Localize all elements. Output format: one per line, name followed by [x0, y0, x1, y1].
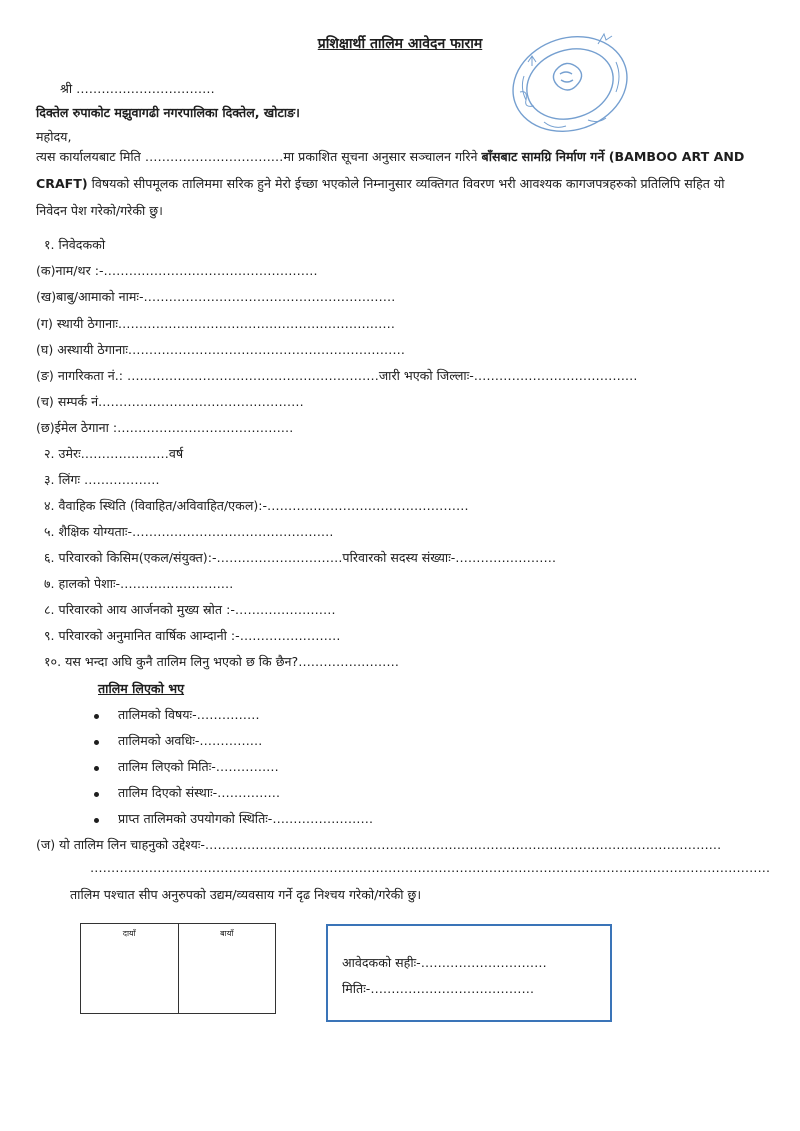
salutation: महोदय, [36, 129, 72, 144]
field-marital-status: ४. वैवाहिक स्थिति (विवाहित/अविवाहित/एकल):-………………………………………… [44, 498, 469, 513]
addressee-line: श्री …………………………… [60, 81, 215, 96]
training-usage-status: प्राप्त तालिमको उपयोगको स्थितिः-…………………… [118, 811, 374, 826]
field-family-type: ६. परिवारको किसिम(एकल/संयुक्त):-…………………………परिवारको सदस्य संख्याः-…………………… [44, 550, 557, 565]
training-institution: तालिम दिएको संस्थाः-…………… [118, 785, 281, 800]
left-thumb-cell [178, 924, 276, 1013]
field-annual-income: ९. परिवारको अनुमानित वार्षिक आम्दानी :-…………………… [44, 628, 341, 643]
commitment-statement: तालिम पश्चात सीप अनुरुपको उद्यम/व्यवसाय गर्ने दृढ निश्चय गरेको/गरेकी छु। [70, 887, 422, 902]
training-duration: तालिमको अवधिः-…………… [118, 733, 263, 748]
field-email: (छ)ईमेल ठेगाना :…………………………………… [36, 420, 294, 435]
field-purpose: (ज) यो तालिम लिन चाहनुको उद्देश्यः-…………………………………………………………………………………………………………… [36, 837, 722, 852]
field-citizenship: (ङ) नागरिकता नं.: ……………………………………………………जारी भएको जिल्लाः-………………………………… [36, 368, 638, 383]
field-contact: (च) सम्पर्क नं.………………………………………… [36, 394, 304, 409]
training-heading: तालिम लिएको भए [98, 681, 185, 696]
applicant-signature: आवेदकको सहीः-………………………… [342, 955, 547, 970]
field-name: (क)नाम/थर :-…………………………………………… [36, 263, 318, 278]
bullet-icon [94, 740, 99, 745]
field-gender: ३. लिंगः ……………… [44, 472, 160, 487]
right-thumb-cell [81, 924, 178, 1013]
signature-date: मितिः-………………………………… [342, 981, 535, 996]
stamp-seal-icon [498, 22, 646, 152]
training-subject: तालिमको विषयः-…………… [118, 707, 260, 722]
bullet-icon [94, 818, 99, 823]
field-previous-training: १०. यस भन्दा अघि कुनै तालिम लिनु भएको छ कि छैन?…………………… [44, 654, 399, 669]
left-thumb-label: बायाँ [220, 929, 234, 938]
thumbprint-box [80, 923, 276, 1014]
field-purpose-continued: ……………………………………………………………………………………………………………………………………………… [90, 860, 771, 875]
field-education: ५. शैक्षिक योग्यताः-………………………………………… [44, 524, 334, 539]
field-parent-name: (ख)बाबु/आमाको नामः-…………………………………………………… [36, 289, 396, 304]
training-date: तालिम लिएको मितिः-…………… [118, 759, 279, 774]
form-title: प्रशिक्षार्थी तालिम आवेदन फाराम [317, 36, 483, 52]
office-stamp [498, 22, 646, 152]
field-age: २. उमेरः…………………वर्ष [44, 446, 184, 461]
field-income-source: ८. परिवारको आय आर्जनको मुख्य स्रोत :-…………………… [44, 602, 336, 617]
bullet-icon [94, 714, 99, 719]
field-permanent-address: (ग) स्थायी ठेगानाः………………………………………………………… [36, 316, 395, 331]
training-title: बाँसबाट सामग्रि निर्माण गर्ने (BAMBOO ART AND CRAFT) [36, 149, 745, 191]
bullet-icon [94, 792, 99, 797]
body-paragraph [36, 143, 758, 224]
field-occupation: ७. हालको पेशाः-……………………… [44, 576, 234, 591]
bullet-icon [94, 766, 99, 771]
right-thumb-label: दायाँ [122, 929, 136, 938]
office-name: दिक्तेल रुपाकोट मझुवागढी नगरपालिका दिक्तेल, खोटाङ। [36, 105, 300, 120]
signature-box [326, 924, 612, 1022]
body-text-2: विषयको सीपमूलक तालिममा सरिक हुने मेरो ईच्छा भएकोले निम्नानुसार व्यक्तिगत विवरण भरी आवश्यक कागजपत्रहरुको प्रतिलिपि सहित यो निवेदन पेश गरेको/गरेकी छु। [36, 176, 725, 218]
field-applicant: १. निवेदकको [44, 237, 106, 252]
body-text-1: त्यस कार्यालयबाट मिति ……………………………मा प्रकाशित सूचना अनुसार सञ्चालन गरिने [36, 149, 482, 164]
field-temporary-address: (घ) अस्थायी ठेगानाः………………………………………………………… [36, 342, 405, 357]
